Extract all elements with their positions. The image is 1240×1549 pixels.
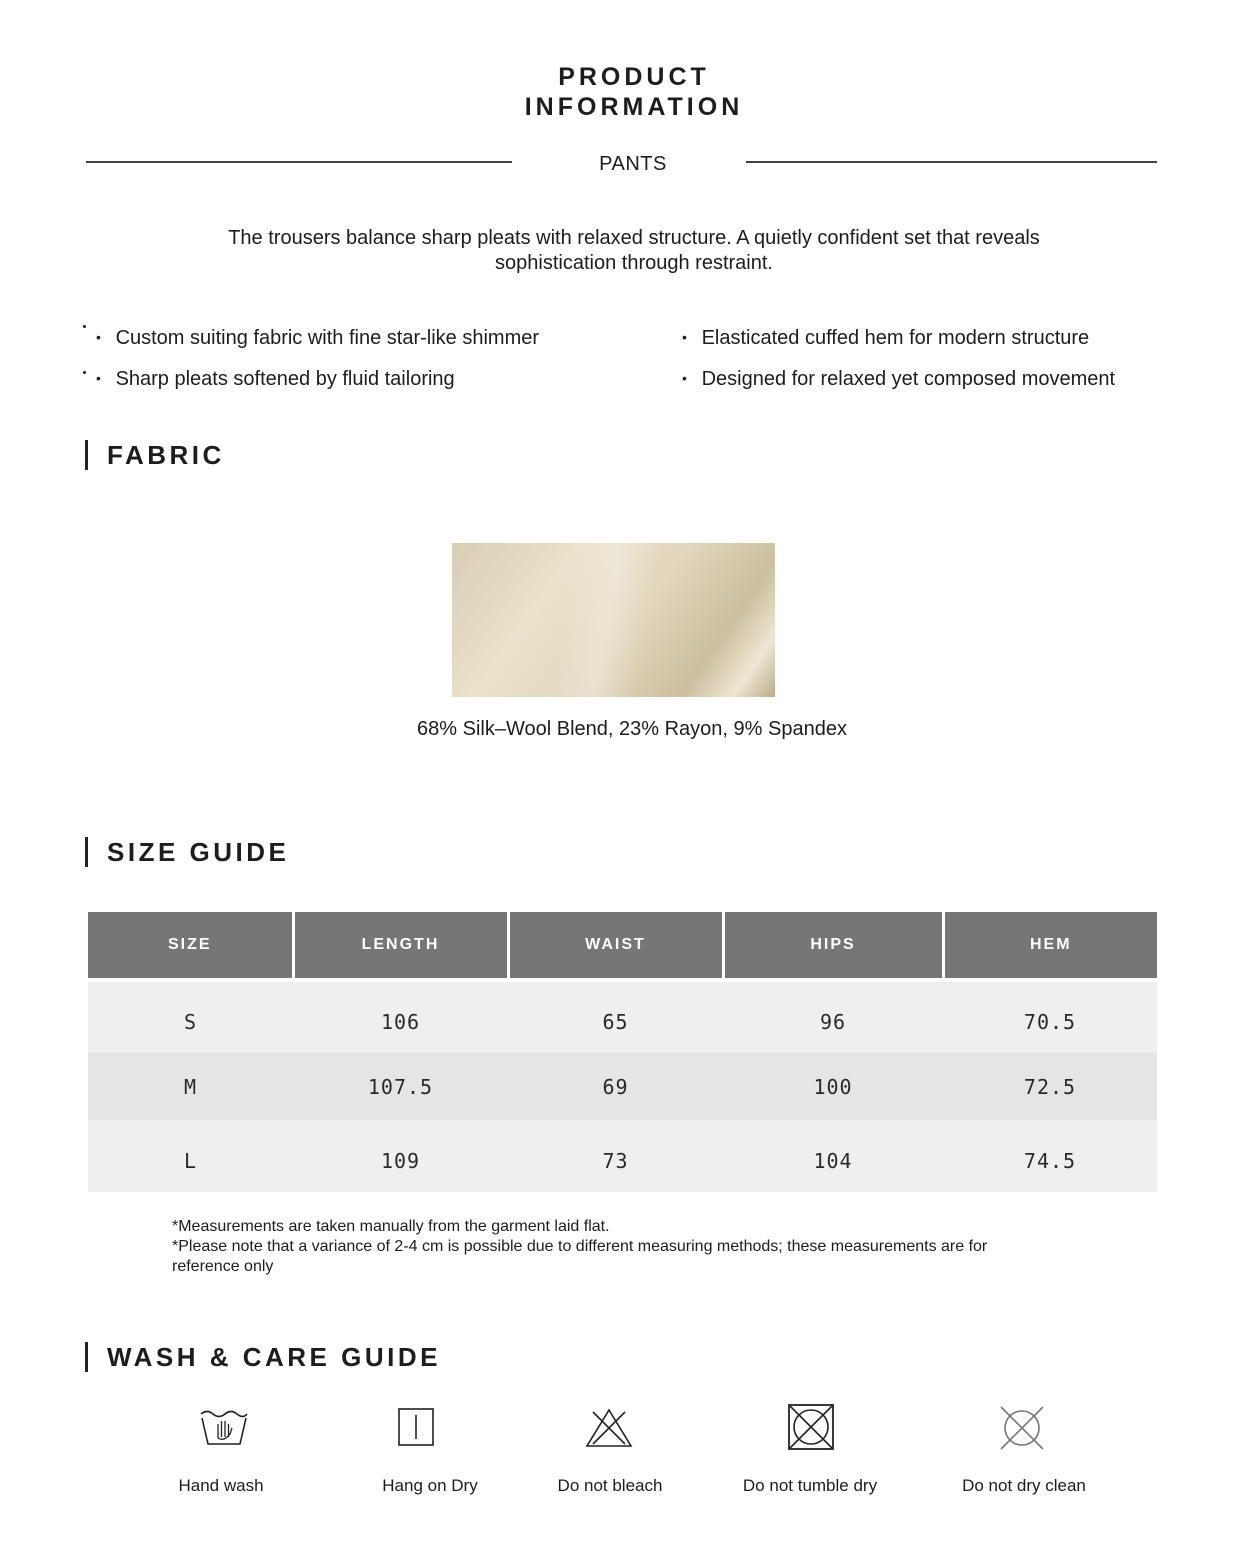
fabric-heading: FABRIC [85, 440, 225, 470]
table-cell: 109 [293, 1120, 508, 1192]
table-row [88, 1053, 1157, 1120]
care-label: Do not bleach [557, 1476, 663, 1495]
table-row [88, 1120, 1157, 1192]
column-header-waist: WAIST [508, 912, 723, 978]
column-header-size: SIZE [88, 912, 293, 978]
table-cell: 73 [508, 1120, 723, 1192]
size-note: *Please note that a variance of 2-4 cm is possible due to different measuring methods; these measurements are for reference only [172, 1238, 988, 1275]
title-line-1: PRODUCT [558, 63, 710, 91]
product-description: The trousers balance sharp pleats with relaxed structure. A quietly confident set that reveals sophistication through restraint. [228, 227, 1040, 274]
hang-dry-icon [390, 1404, 442, 1450]
size-notes [172, 1217, 1052, 1277]
hand-wash-icon [198, 1404, 250, 1450]
feature-item [682, 366, 1115, 391]
table-cell: 104 [723, 1120, 943, 1192]
feature-item [96, 366, 455, 391]
fabric-swatch-image [452, 543, 775, 697]
do-not-dry-clean-icon [996, 1404, 1048, 1450]
page-title [0, 62, 1240, 122]
care-label: Hang on Dry [382, 1476, 478, 1495]
table-cell: 69 [508, 1053, 723, 1120]
table-cell: L [88, 1120, 293, 1192]
table-cell: 106 [293, 982, 508, 1053]
table-cell: 65 [508, 982, 723, 1053]
column-header-length: LENGTH [293, 912, 508, 978]
bullet-mark [83, 371, 86, 374]
feature-item [682, 325, 1089, 350]
size-table [88, 912, 1157, 1192]
table-cell: 107.5 [293, 1053, 508, 1120]
bullet-mark [83, 325, 86, 328]
table-row [88, 982, 1157, 1053]
feature-text: Designed for relaxed yet composed movement [701, 368, 1116, 390]
size-guide-heading: SIZE GUIDE [85, 837, 289, 867]
bullet-icon: • [682, 370, 687, 386]
care-label: Do not dry clean [962, 1476, 1086, 1495]
table-cell: 72.5 [943, 1053, 1157, 1120]
product-category: PANTS [599, 153, 667, 175]
table-cell: S [88, 982, 293, 1053]
feature-item [96, 325, 539, 350]
bullet-icon: • [96, 370, 101, 386]
bullet-icon: • [96, 329, 101, 345]
table-cell: 74.5 [943, 1120, 1157, 1192]
do-not-bleach-icon [583, 1404, 635, 1450]
table-cell: 70.5 [943, 982, 1157, 1053]
column-header-hem: HEM [943, 912, 1157, 978]
fabric-composition: 68% Silk–Wool Blend, 23% Rayon, 9% Spandex [417, 718, 847, 740]
divider-left [86, 161, 512, 163]
table-cell: 100 [723, 1053, 943, 1120]
table-cell: M [88, 1053, 293, 1120]
column-header-hips: HIPS [723, 912, 943, 978]
table-header-row [88, 912, 1157, 978]
bullet-icon: • [682, 329, 687, 345]
feature-text: Elasticated cuffed hem for modern structure [701, 327, 1090, 349]
do-not-tumble-dry-icon [785, 1404, 837, 1450]
title-line-2: INFORMATION [524, 93, 744, 121]
divider-right [746, 161, 1157, 163]
care-label: Do not tumble dry [742, 1476, 878, 1495]
care-heading: WASH & CARE GUIDE [85, 1342, 441, 1372]
feature-text: Sharp pleats softened by fluid tailoring [115, 368, 455, 390]
care-label: Hand wash [178, 1476, 264, 1495]
feature-text: Custom suiting fabric with fine star-like shimmer [115, 327, 540, 349]
table-cell: 96 [723, 982, 943, 1053]
size-note: *Measurements are taken manually from the garment laid flat. [172, 1218, 610, 1235]
